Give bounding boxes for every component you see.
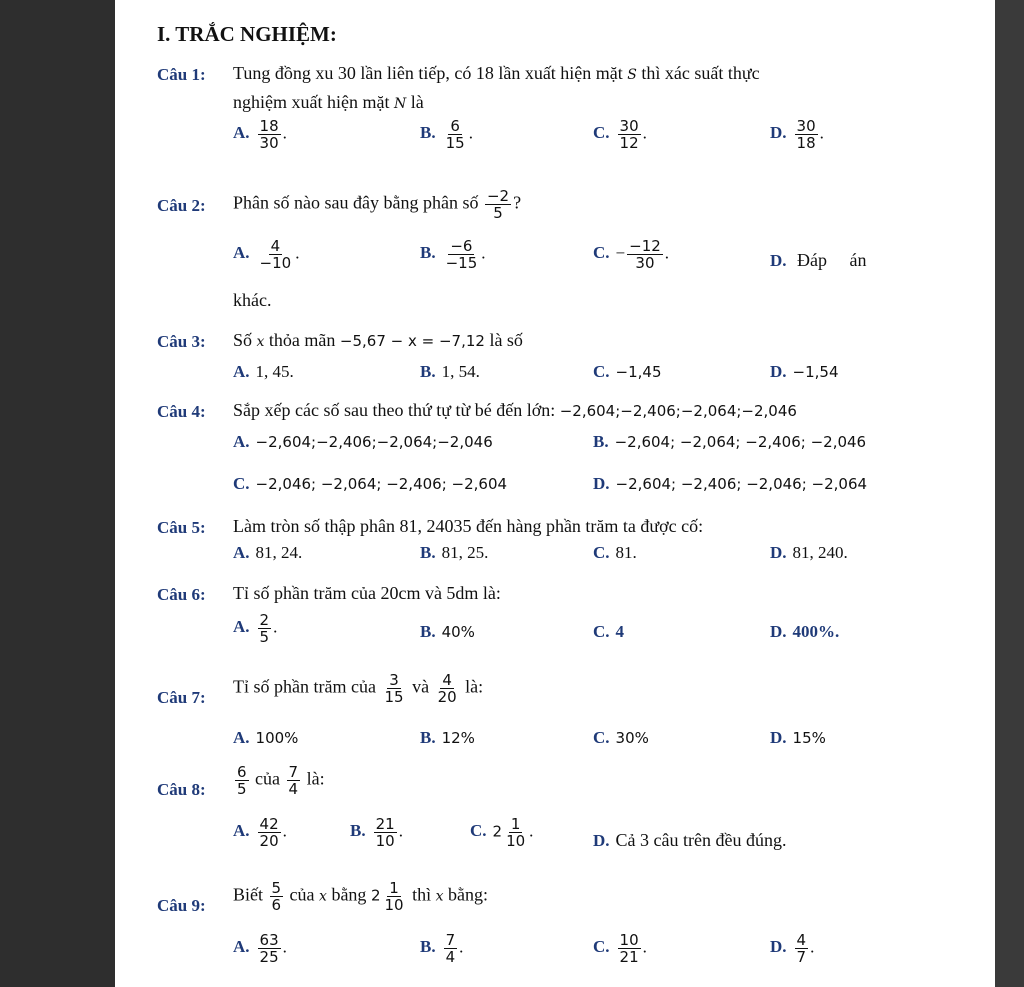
question-1-text-cont: nghiệm xuất hiện mặt N là [233,92,424,112]
question-9-label: Câu 9: [157,896,206,915]
q2-option-b: B. $\frac{-6}{-15}$ . [420,237,486,272]
question-9-text: Biết $\frac{5}{6}$ của x bằng 2 $\frac{1}{10}$ thì x bằng: [233,879,488,914]
question-8-text: $\frac{6}{5}$ của $\frac{7}{4}$ là: [237,763,325,798]
q7-option-a: A. 100% [233,728,299,747]
question-1-text: Tung đồng xu 30 lần liên tiếp, có 18 lần xuất hiện mặt S thì xác suất thực [233,63,760,83]
q5-option-a: A. 81, 24. [233,543,303,562]
q4-option-b: B. −2,604; −2,064; −2,406; −2,046 [593,432,867,451]
q5-option-c: C. 81. [593,543,637,562]
q9-option-c: C. $\frac{10}{21}$ . [593,931,647,966]
q9-option-d: D. $\frac{4}{7}$ . [770,931,815,966]
q7-option-c: C. 30% [593,728,649,747]
question-7-text: Tỉ số phần trăm của $\frac{3}{15}$ và $\frac{4}{20}$ là: [233,671,484,706]
q8-option-d: D. Cả 3 câu trên đều đúng. [593,830,787,850]
q8-option-c: C. 2 $\frac{1}{10}$ . [470,815,534,850]
document-page [115,0,995,987]
q6-option-d: D. 400%. [770,622,840,641]
q1-option-b: B. $\frac{6}{15}$ . [420,117,473,152]
question-2-label: Câu 2: [157,196,206,215]
q2-option-d: D. Đáp án [770,250,867,270]
question-8-label: Câu 8: [157,780,206,799]
right-scrollbar-area[interactable] [995,0,1024,987]
question-4-label: Câu 4: [157,402,206,421]
q6-option-a: A. $\frac{2}{5}$ . [233,611,278,646]
question-6-label: Câu 6: [157,585,206,604]
q1-option-c: C. $\frac{30}{12}$ . [593,117,647,152]
question-4-text: Sắp xếp các số sau theo thứ tự từ bé đến lớn: −2,604;−2,406;−2,064;−2,046 [233,400,797,420]
q9-option-b: B. $\frac{7}{4}$ . [420,931,464,966]
q3-option-a: A. 1, 45. [233,362,294,381]
q3-option-c: C. −1,45 [593,362,662,381]
q2-option-c: C. − $\frac{-12}{30}$ . [593,237,670,272]
q5-option-d: D. 81, 240. [770,543,848,562]
question-6-text: Tỉ số phần trăm của 20cm và 5dm là: [233,583,501,603]
question-3-label: Câu 3: [157,332,206,351]
q9-option-a: A. $\frac{63}{25}$ . [233,931,287,966]
q4-option-c: C. −2,046; −2,064; −2,406; −2,604 [233,474,508,493]
q5-option-b: B. 81, 25. [420,543,489,562]
question-5-label: Câu 5: [157,518,206,537]
q3-option-d: D. −1,54 [770,362,839,381]
section-title: I. TRẮC NGHIỆM: [157,22,337,46]
q1-option-d: D. $\frac{30}{18}$ . [770,117,824,152]
q4-option-d: D. −2,604; −2,406; −2,046; −2,064 [593,474,868,493]
q6-option-b: B. 40% [420,622,475,641]
q1-option-a: A. $\frac{18}{30}$ . [233,117,287,152]
q3-option-b: B. 1, 54. [420,362,480,381]
question-5-text: Làm tròn số thập phân 81, 24035 đến hàng phần trăm ta được cố: [233,516,704,536]
q2-option-d-cont: khác. [233,290,272,310]
question-7-label: Câu 7: [157,688,206,707]
q7-option-b: B. 12% [420,728,475,747]
left-background [0,0,115,987]
q8-option-a: A. $\frac{42}{20}$ . [233,815,287,850]
question-1-label: Câu 1: [157,65,206,84]
q8-option-b: B. $\frac{21}{10}$ . [350,815,403,850]
question-2-text: Phân số nào sau đây bằng phân số $\frac{-2}{5}$ ? [233,187,522,222]
q4-option-a: A. −2,604;−2,406;−2,064;−2,046 [233,432,493,451]
q7-option-d: D. 15% [770,728,826,747]
question-3-text: Số x thỏa mãn −5,67 − x = −7,12 là số [233,330,523,350]
q2-option-a: A. $\frac{4}{-10}$ . [233,237,300,272]
q6-option-c: C. 4 [593,622,625,641]
